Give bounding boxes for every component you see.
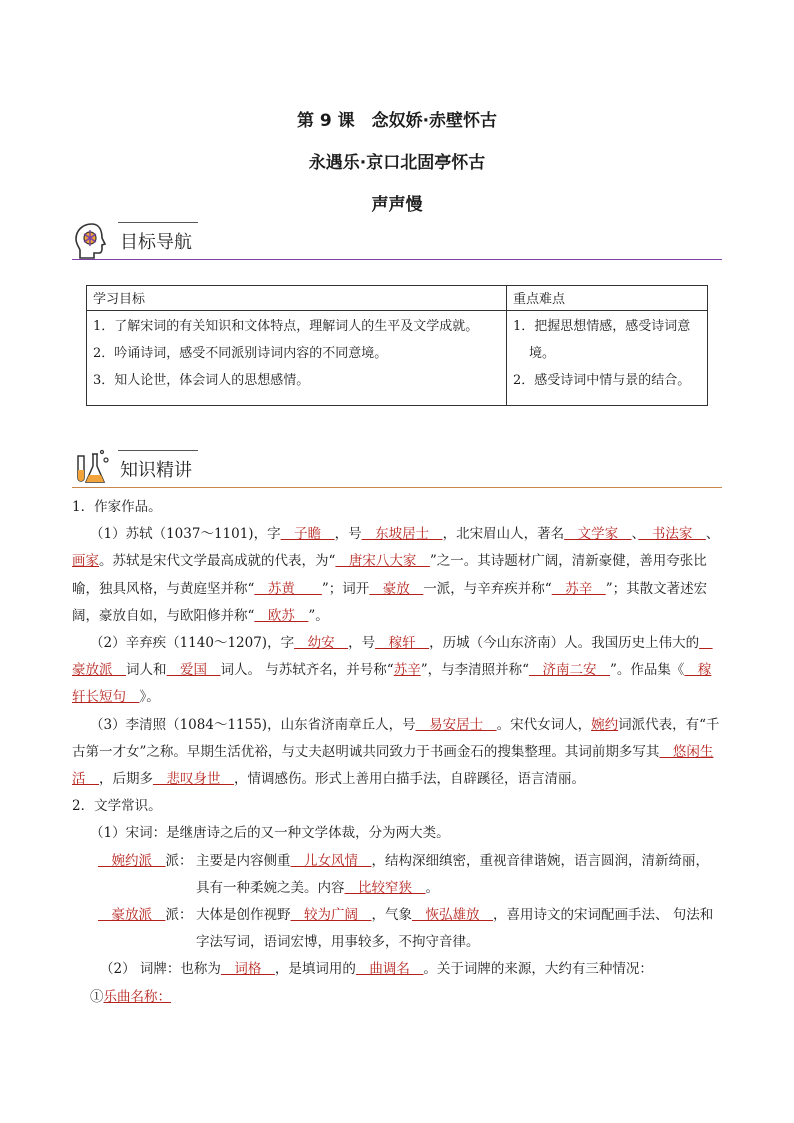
section-rule bbox=[72, 259, 722, 260]
answer: 文学家 bbox=[564, 526, 632, 543]
lesson-title: 第 9 课 念奴娇·赤壁怀古 bbox=[296, 111, 498, 131]
answer: 书法家 bbox=[638, 526, 706, 543]
heading-literary-knowledge: 2．文学常识。 bbox=[72, 798, 162, 815]
paragraph-cipai: （2） 词牌：也称为 词格 ，是填词用的 曲调名 。关于词牌的来源，大约有三种情况： bbox=[100, 961, 653, 978]
goal-item: 3．知人论世，体会词人的思想感情。 bbox=[93, 373, 310, 388]
section-header-knowledge bbox=[72, 446, 722, 492]
answer: 画家 bbox=[72, 553, 99, 570]
answer: 乐曲名称： bbox=[103, 988, 171, 1005]
keypoint-item: 2．感受诗词中情与景的结合。 bbox=[513, 373, 691, 388]
answer: 词格 bbox=[220, 961, 275, 978]
brain-gear-icon bbox=[72, 220, 112, 260]
subtitle-shengshengman: 声声慢 bbox=[371, 195, 423, 215]
section-rule bbox=[72, 487, 722, 488]
knowledge-body bbox=[72, 494, 722, 1011]
answer: 幼安 bbox=[294, 635, 349, 652]
header-overline bbox=[118, 450, 198, 451]
answer: 豪放派 bbox=[98, 907, 166, 924]
flask-icon bbox=[72, 448, 112, 488]
entry-wanyue: 婉约派 派： 主要是内容侧重 儿女风情 ，结构深细缜密，重视音律谐婉，语言圆润，清新绮丽，具有一种柔婉之美。内容 比较窄狭 。 bbox=[98, 852, 709, 896]
answer: 豪放 bbox=[369, 580, 424, 597]
answer: 子瞻 bbox=[280, 526, 335, 543]
paragraph-songci: （1）宋词：是继唐诗之后的又一种文学体裁，分为两大类。 bbox=[90, 825, 450, 842]
list-item-music-name: ①乐曲名称： bbox=[90, 988, 171, 1005]
answer: 易安居士 bbox=[415, 716, 497, 733]
paragraph-liqingzhao: （3）李清照（1084～1155)，山东省济南章丘人，号 易安居士 。宋代女词人，婉约词派代表，有“千古第一才女”之称。早期生活优裕，与丈夫赵明诚共同致力于书画金石的搜集整理。其词前期多写其 悠闲生活 ，后期多 悲叹身世 ，情调感伤。形式上善用白描手法，自辟蹊径，语言清丽。 bbox=[72, 716, 720, 788]
answer: 较为广阔 bbox=[290, 907, 372, 924]
answer: 爱国 bbox=[166, 662, 221, 679]
goals-table bbox=[86, 285, 708, 406]
keypoints-cell bbox=[507, 311, 708, 406]
answer: 恢弘雄放 bbox=[412, 907, 493, 924]
answer: 唐宋八大家 bbox=[335, 553, 430, 570]
answer: 东坡居士 bbox=[361, 526, 443, 543]
entry-haofang: 豪放派 派： 大体是创作视野 较为广阔 ，气象 恢弘雄放 ，喜用诗文的宋词配画手法、 句法和字法写词，语词宏博，用事较多，不拘守音律。 bbox=[98, 907, 714, 951]
paragraph-sushi: （1）苏轼（1037～1101)，字 子瞻 ，号 东坡居士 ，北宋眉山人，著名 文学家 、 书法家 、画家。苏轼是宋代文学最高成就的代表，为“ 唐宋八大家 ”之一。其诗题材广阔，清新豪健，善用夸张比喻，独具风格，与黄庭坚并称“ 苏黄 ”；词开 豪放 一派，与辛弃疾并称“ 苏辛 ”；其散文著述宏阔，豪放自如，与欧阳修并称“ 欧苏 ”。 bbox=[72, 526, 720, 624]
col-header-keypoints: 重点难点 bbox=[507, 286, 708, 311]
goal-item: 2．吟诵诗词，感受不同派别诗词内容的不同意境。 bbox=[93, 346, 388, 361]
answer: 比较窄狭 bbox=[344, 879, 426, 896]
answer: 苏辛 bbox=[393, 662, 421, 679]
section-header-goals bbox=[72, 218, 722, 264]
answer: 稼轩 bbox=[375, 635, 430, 652]
keypoint-item: 1．把握思想情感，感受诗词意境。 bbox=[513, 319, 691, 361]
answer: 苏黄 bbox=[254, 580, 322, 597]
subtitle-yongyule: 永遇乐·京口北固亭怀古 bbox=[308, 153, 486, 173]
answer: 苏辛 bbox=[551, 580, 606, 597]
answer: 悲叹身世 bbox=[153, 771, 234, 788]
section-label-knowledge: 知识精讲 bbox=[120, 460, 192, 481]
header-overline bbox=[118, 222, 198, 223]
paragraph-xinqiji: （2）辛弃疾（1140～1207)，字 幼安 ，号 稼轩 ，历城（今山东济南）人。我国历史上伟大的 豪放派 词人和 爱国 词人。 与苏轼齐名，并号称“苏辛”，与李清照并称“ 济南二安 ”。作品集《 稼轩长短句 》。 bbox=[72, 635, 713, 706]
section-label-goals: 目标导航 bbox=[120, 232, 192, 253]
answer: 悠闲生活 bbox=[72, 743, 714, 788]
answer: 儿女风情 bbox=[290, 852, 372, 869]
answer: 婉约 bbox=[591, 716, 619, 733]
heading-author-works: 1．作家作品。 bbox=[72, 499, 162, 515]
answer: 婉约派 bbox=[98, 852, 166, 869]
answer: 济南二安 bbox=[529, 662, 611, 679]
answer: 欧苏 bbox=[254, 607, 309, 624]
answer: 曲调名 bbox=[355, 961, 424, 978]
goal-item: 1．了解宋词的有关知识和文体特点，理解词人的生平及文学成就。 bbox=[93, 319, 479, 334]
answer: 稼轩长短句 bbox=[72, 662, 712, 706]
goals-cell bbox=[87, 311, 507, 406]
col-header-goals: 学习目标 bbox=[87, 286, 507, 311]
answer: 豪放派 bbox=[72, 635, 713, 679]
